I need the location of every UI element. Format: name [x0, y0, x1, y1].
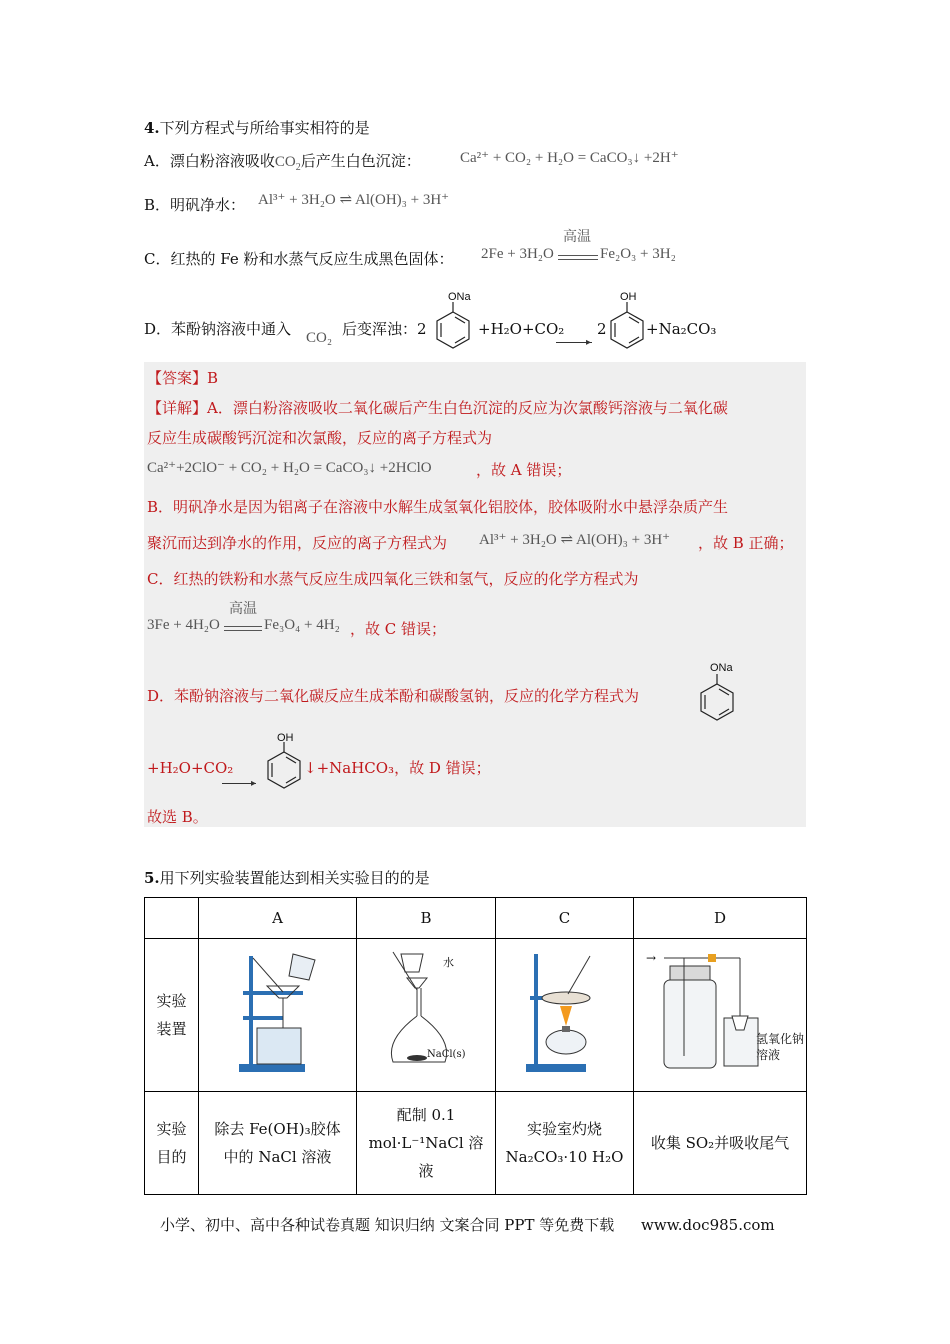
row-label-apparatus: [145, 939, 199, 1092]
q4-option-c-eq-sign-top: [558, 255, 598, 256]
q4-option-c-condition: 高温: [563, 230, 591, 245]
detail-a-line2: 反应生成碳酸钙沉淀和次氯酸，反应的离子方程式为: [147, 429, 493, 447]
apparatus-a: [199, 939, 357, 1092]
header-d: D: [634, 898, 807, 939]
detail-c-eq-right: Fe₃O₄ + 4H₂: [264, 617, 340, 633]
q4-option-d-coef2: 2: [597, 320, 607, 338]
apparatus-c: [496, 939, 634, 1092]
apparatus-d: [634, 939, 807, 1092]
detail-a-equation: Ca²⁺+2ClO⁻ + CO₂ + H₂O = CaCO₃↓ +2HClO: [147, 460, 432, 476]
purpose-d-line1: 收集 SO₂并吸收尾气: [650, 1134, 790, 1152]
detail-c-tail: ，故 C 错误；: [350, 620, 447, 638]
detail-b-equation: Al³⁺ + 3H₂O ⇌ Al(OH)₃ + 3H⁺: [479, 532, 671, 548]
detail-d-tail: ↓+NaHCO₃，故 D 错误；: [304, 759, 491, 777]
page-footer: [160, 1214, 775, 1235]
row-label-purpose-2: 目的: [156, 1148, 187, 1166]
q4-option-c-eq-sign-bottom: [558, 259, 598, 260]
detail-a-tail: ，故 A 错误；: [476, 461, 572, 479]
footer-left-text: 小学、初中、高中各种试卷真题 知识归纳 文案合同 PPT 等免费下载: [160, 1216, 615, 1234]
q4-oh-label: OH: [620, 291, 637, 303]
purpose-a-line2: 中的 NaCl 溶液: [223, 1148, 332, 1166]
q4-option-d-plus2: +Na₂CO₃: [646, 320, 717, 338]
detail-arrow-head-icon: ▸: [251, 778, 257, 789]
detail-b-line1: B．明矾净水是因为铝离子在溶液中水解生成氢氧化铝胶体，胶体吸附水中悬浮杂质产生: [147, 498, 729, 516]
header-a: A: [199, 898, 357, 939]
q4-option-b-equation: Al³⁺ + 3H₂O ⇌ Al(OH)₃ + 3H⁺: [258, 192, 450, 208]
q4-stem-text: 下列方程式与所给事实相符的是: [159, 119, 370, 137]
detail-b-tail: ，故 B 正确；: [698, 534, 794, 552]
experiment-table: [144, 897, 807, 1195]
header-c: C: [496, 898, 634, 939]
purpose-b-line1: 配制 0.1: [396, 1106, 456, 1124]
detail-d-plus: +H₂O+CO₂: [147, 759, 234, 777]
apparatus-b: [357, 939, 496, 1092]
purpose-c-line2: Na₂CO₃·10 H₂O: [505, 1148, 624, 1166]
footer-website-link[interactable]: www.doc985.com: [641, 1216, 775, 1234]
q4-option-d-mid: 后变浑浊：2: [342, 320, 427, 338]
conclusion: 故选 B。: [147, 808, 208, 826]
detail-b-line2: 聚沉而达到净水的作用，反应的离子方程式为: [147, 534, 448, 552]
filtration-apparatus-icon: [223, 946, 333, 1076]
q4-option-a: [144, 150, 421, 179]
purpose-b: [357, 1092, 496, 1195]
fig-b-water-label: 水: [443, 956, 454, 969]
fig-d-label1: 氢氧化钠: [756, 1032, 805, 1046]
q4-option-b-label: B．明矾净水：: [144, 196, 246, 214]
purpose-b-line3: 液: [418, 1162, 434, 1180]
detail-a-text1: A．漂白粉溶液吸收二氧化碳后产生白色沉淀的反应为次氯酸钙溶液与二氧化碳: [207, 399, 728, 417]
q4-number: 4.: [144, 119, 160, 137]
detail-c-eq-left: 3Fe + 4H₂O: [147, 617, 220, 633]
fig-b-nacl-label: NaCl(s): [427, 1049, 466, 1060]
q4-option-a-co2: $CO_2$: [274, 154, 301, 173]
purpose-b-line2: mol·L⁻¹NaCl 溶: [368, 1134, 484, 1152]
purpose-c: [496, 1092, 634, 1195]
q4-option-a-mid: 后产生白色沉淀：: [300, 152, 421, 170]
table-header-row: [145, 898, 807, 939]
svg-text:→: →: [646, 950, 657, 965]
q5-stem: [144, 867, 430, 889]
q4-option-c-eq-left: 2Fe + 3H₂O: [481, 246, 554, 262]
header-b: B: [357, 898, 496, 939]
q5-number: 5.: [144, 869, 160, 887]
row-label-apparatus-2: 装置: [156, 1020, 187, 1038]
detail-oh-label: OH: [277, 732, 294, 744]
q4-option-d-plus1: +H₂O+CO₂: [478, 320, 565, 338]
q4-option-c-label: C．红热的 Fe 粉和水蒸气反应生成黑色固体：: [144, 250, 454, 268]
fig-d-label2: 溶液: [756, 1048, 781, 1062]
detail-ona-label: ONa: [710, 662, 733, 674]
purpose-a-line1: 除去 Fe(OH)₃胶体: [214, 1120, 341, 1138]
purpose-c-line1: 实验室灼烧: [526, 1120, 602, 1138]
q5-stem-text: 用下列实验装置能达到相关实验目的的是: [159, 869, 430, 887]
row-label-apparatus-1: 实验: [156, 992, 187, 1010]
q4-ona-label: ONa: [448, 291, 471, 303]
answer-line: 【答案】B: [147, 369, 219, 387]
arrow-head-icon: ▸: [586, 337, 592, 348]
purpose-d: [634, 1092, 807, 1195]
q4-option-c-eq-right: Fe₂O₃ + 3H₂: [600, 246, 676, 262]
detail-c-eq-sign-top: [224, 626, 262, 627]
q4-option-d-co2: CO₂: [306, 330, 333, 346]
row-label-purpose-1: 实验: [156, 1120, 187, 1138]
table-row-purpose: [145, 1092, 807, 1195]
table-corner-cell: [145, 898, 199, 939]
q4-option-a-equation: Ca²⁺ + CO₂ + H₂O = CaCO₃↓ +2H⁺: [460, 150, 679, 166]
row-label-purpose: [145, 1092, 199, 1195]
q4-option-a-label: A．漂白粉溶液吸收: [144, 152, 275, 170]
detail-c-condition: 高温: [229, 602, 257, 617]
detail-c-eq-sign-bottom: [224, 630, 262, 631]
purpose-a: [199, 1092, 357, 1195]
evaporating-dish-apparatus-icon: [510, 946, 620, 1076]
detail-label: 【详解】: [147, 399, 208, 417]
detail-c-line1: C．红热的铁粉和水蒸气反应生成四氧化三铁和氢气，反应的化学方程式为: [147, 570, 639, 588]
detail-d-line1: D．苯酚钠溶液与二氧化碳反应生成苯酚和碳酸氢钠，反应的化学方程式为: [147, 687, 640, 705]
detail-a-line1: [147, 397, 728, 419]
fig-d-label: [756, 1031, 804, 1063]
q4-stem: [144, 117, 370, 139]
table-row-apparatus: [145, 939, 807, 1092]
q4-option-d-label: D．苯酚钠溶液中通入: [144, 320, 292, 338]
